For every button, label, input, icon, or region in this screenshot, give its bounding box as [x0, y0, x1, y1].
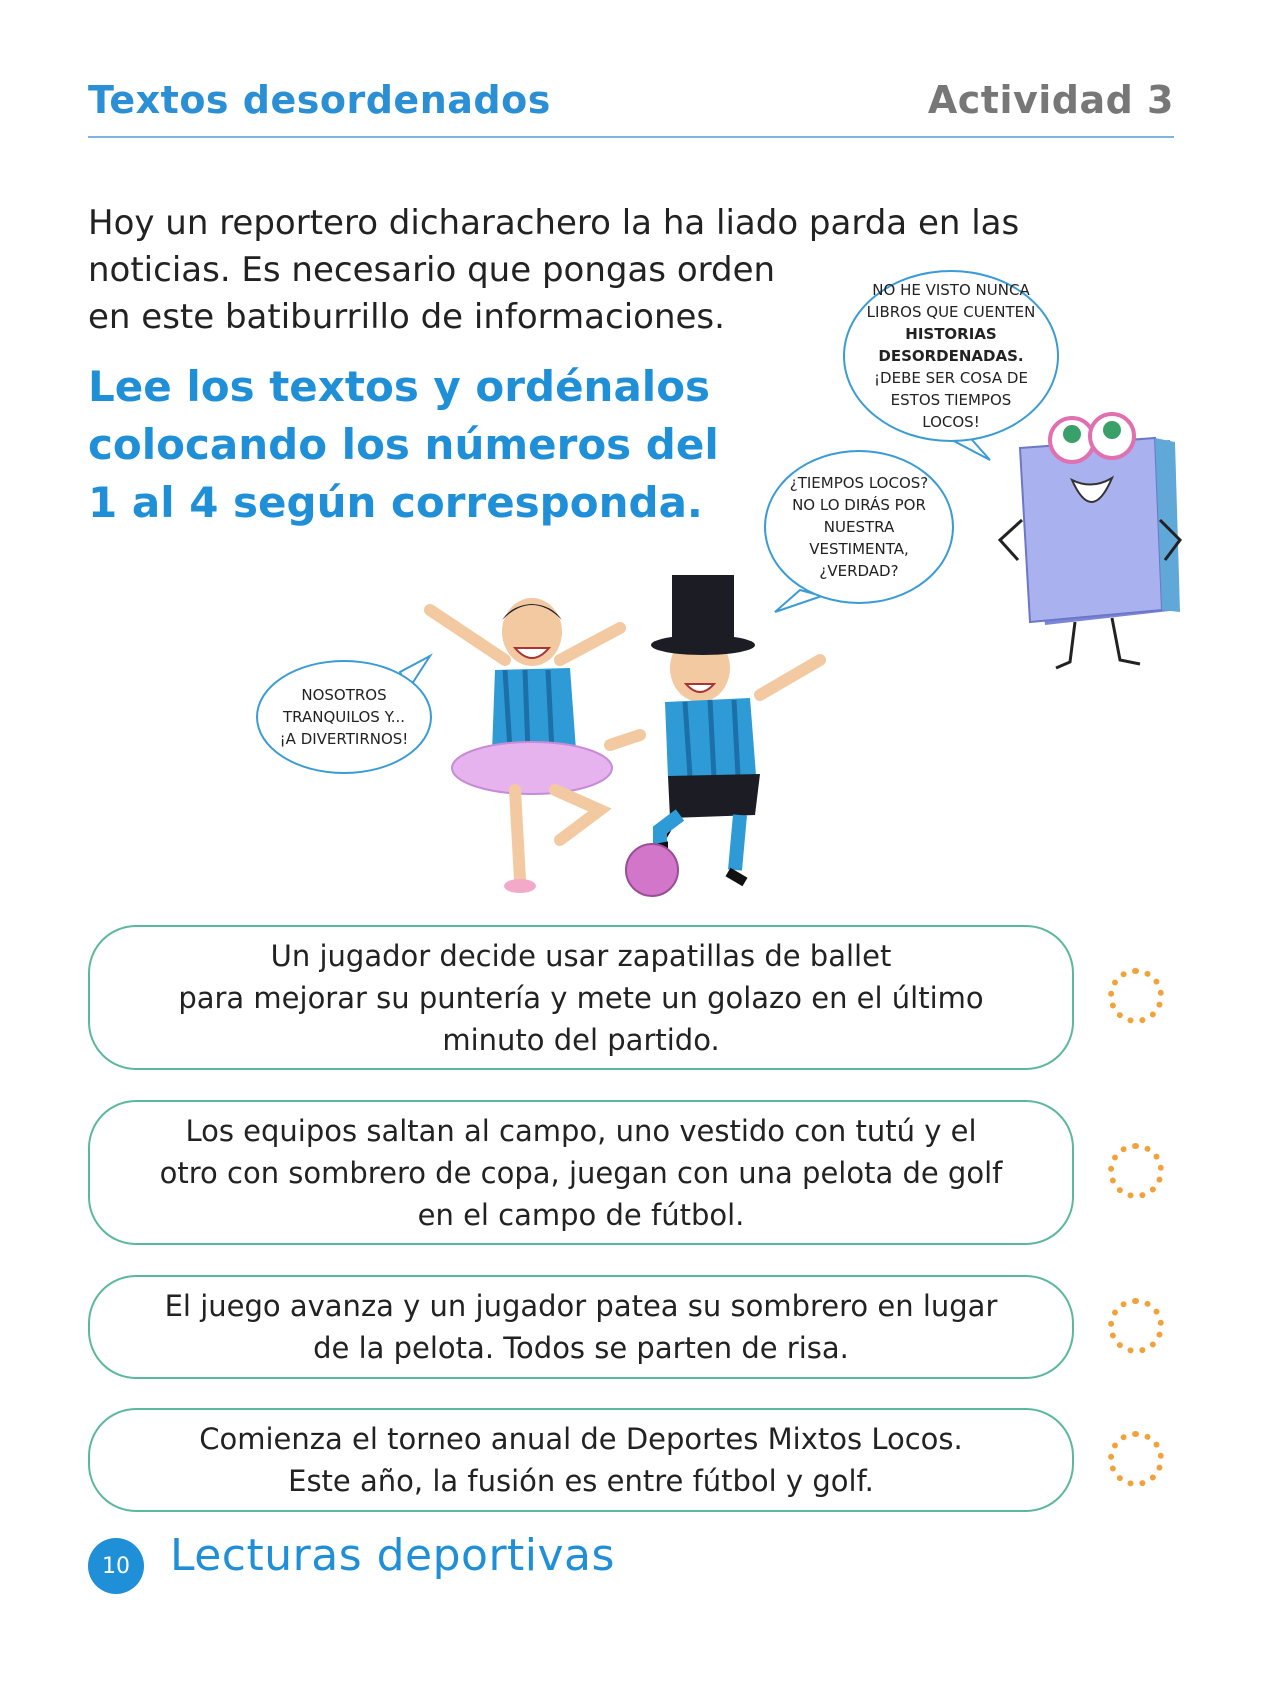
statement-line: Este año, la fusión es entre fútbol y golf. — [288, 1464, 874, 1498]
intro-line: Hoy un reportero dicharachero la ha liado parda en las — [88, 203, 1020, 243]
statement-line: para mejorar su puntería y mete un golazo en el último — [178, 980, 984, 1015]
section-title: Textos desordenados — [88, 78, 551, 122]
statement-line: El juego avanza y un jugador patea su sombrero en lugar — [164, 1289, 998, 1323]
statement-line: Un jugador decide usar zapatillas de ballet — [270, 938, 892, 973]
activity-label: Actividad 3 — [927, 78, 1174, 122]
statement-box-4 — [88, 1408, 1074, 1512]
speech-bubble-ballet — [256, 660, 432, 774]
bubble-text: ¿TIEMPOS LOCOS? NO LO DIRÁS POR NUESTRA VESTIMENTA, ¿VERDAD? — [789, 474, 929, 580]
bubble-text: NOSOTROS TRANQUILOS Y... ¡A DIVERTIRNOS! — [279, 686, 409, 748]
ballet-player-icon — [430, 598, 620, 893]
statement-line: otro con sombrero de copa, juegan con una pelota de golf — [159, 1155, 1003, 1190]
speech-bubble-book — [843, 270, 1059, 442]
answer-circle-1[interactable] — [1108, 968, 1164, 1024]
statement-line: de la pelota. Todos se parten de risa. — [313, 1331, 849, 1365]
statement-box-1 — [88, 925, 1074, 1070]
instruction-line: 1 al 4 según corresponda. — [88, 478, 703, 527]
instruction-line: colocando los números del — [88, 420, 719, 469]
speech-bubble-tophat — [764, 450, 954, 604]
page-number: 10 — [88, 1538, 144, 1594]
intro-line: noticias. Es necesario que pongas orden — [88, 250, 776, 290]
intro-line: en este batiburrillo de informaciones. — [88, 297, 725, 337]
tophat-player-icon — [610, 575, 820, 882]
statement-line: Comienza el torneo anual de Deportes Mixtos Locos. — [199, 1422, 963, 1456]
ball-icon — [626, 844, 678, 896]
bubble-text: NO HE VISTO NUNCA LIBROS QUE CUENTEN — [866, 281, 1036, 321]
statement-box-3 — [88, 1275, 1074, 1379]
statement-line: minuto del partido. — [442, 1022, 720, 1057]
statement-box-2 — [88, 1100, 1074, 1245]
answer-circle-4[interactable] — [1108, 1431, 1164, 1487]
bubble-text: ¡DEBE SER COSA DE ESTOS TIEMPOS LOCOS! — [874, 369, 1028, 431]
statement-line: Los equipos saltan al campo, uno vestido con tutú y el — [185, 1113, 977, 1148]
statement-line: en el campo de fútbol. — [417, 1197, 745, 1232]
answer-circle-2[interactable] — [1108, 1143, 1164, 1199]
book-title: Lecturas deportivas — [170, 1530, 615, 1581]
book-character-icon — [1000, 414, 1180, 668]
answer-circle-3[interactable] — [1108, 1298, 1164, 1354]
instruction-line: Lee los textos y ordénalos — [88, 362, 711, 411]
bubble-text-bold: HISTORIAS DESORDENADAS. — [878, 325, 1024, 365]
